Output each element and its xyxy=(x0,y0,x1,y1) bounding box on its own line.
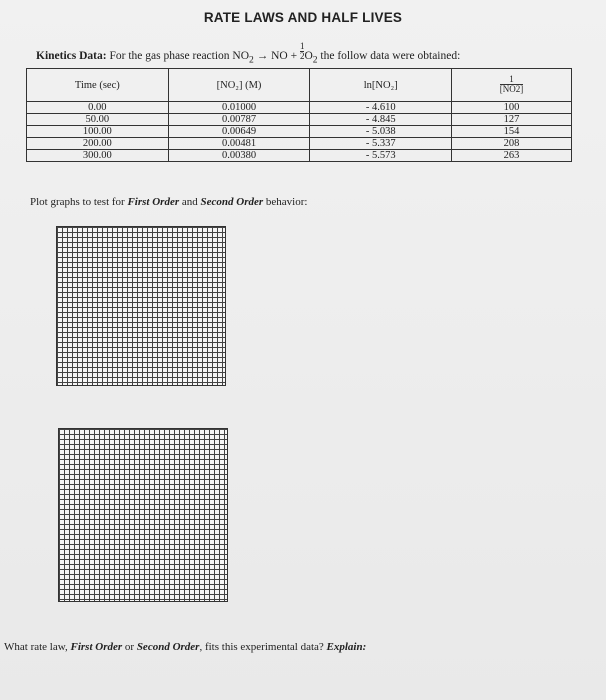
conc-cell: 0.00481 xyxy=(168,138,310,150)
ln-cell: - 5.337 xyxy=(310,138,452,150)
time-cell: 100.00 xyxy=(27,126,169,138)
page-title: RATE LAWS AND HALF LIVES xyxy=(203,10,403,25)
header-inverse-concentration xyxy=(452,69,572,102)
inverse-denominator: [NO2] xyxy=(499,84,524,94)
inv-cell: 154 xyxy=(452,126,572,138)
inverse-numerator: 1 xyxy=(500,75,524,85)
intro-text-before: For the gas phase reaction NO xyxy=(109,50,250,62)
conc-cell: 0.00649 xyxy=(168,126,310,138)
table-row xyxy=(27,150,572,162)
inv-cell: 100 xyxy=(452,102,572,114)
kinetics-intro xyxy=(36,42,596,65)
question-text: What rate law, xyxy=(4,641,71,653)
question-second-order: Second Order xyxy=(136,641,200,653)
header-concentration: [NO₂] (M) xyxy=(168,69,310,102)
fraction-denominator: 2 xyxy=(299,51,305,61)
time-cell: 50.00 xyxy=(27,114,169,126)
table-row xyxy=(27,138,572,150)
ln-cell: - 4.845 xyxy=(310,114,452,126)
time-cell: 0.00 xyxy=(27,102,169,114)
plot-prompt xyxy=(30,196,307,208)
time-cell: 300.00 xyxy=(27,150,169,162)
conc-cell: 0.01000 xyxy=(168,102,310,114)
question-explain: Explain: xyxy=(326,641,367,653)
question-or: or xyxy=(122,641,137,653)
time-cell: 200.00 xyxy=(27,138,169,150)
conc-cell: 0.00787 xyxy=(168,114,310,126)
ln-cell: - 5.038 xyxy=(310,126,452,138)
kinetics-label: Kinetics Data: xyxy=(36,50,107,62)
ln-cell: - 5.573 xyxy=(310,150,452,162)
intro-text-after: the follow data were obtained: xyxy=(317,50,461,62)
inv-cell: 127 xyxy=(452,114,572,126)
prompt-after: behavior: xyxy=(263,196,308,208)
graph-grid-second-order[interactable] xyxy=(58,428,228,602)
table-row xyxy=(27,126,572,138)
prompt-text: Plot graphs to test for xyxy=(30,196,128,208)
o2-subscript: 2 xyxy=(312,54,318,66)
prompt-and: and xyxy=(179,196,201,208)
header-time: Time (sec) xyxy=(27,69,169,102)
inverse-fraction xyxy=(500,75,524,94)
fraction-numerator: 1 xyxy=(299,41,305,51)
prompt-first-order: First Order xyxy=(127,196,180,208)
question-after: , fits this experimental data? xyxy=(199,641,327,653)
table-row xyxy=(27,102,572,114)
kinetics-data-table xyxy=(26,68,572,162)
table-row xyxy=(27,114,572,126)
graph-grid-first-order[interactable] xyxy=(56,226,226,386)
inv-cell: 263 xyxy=(452,150,572,162)
question-first-order: First Order xyxy=(70,641,123,653)
prompt-second-order: Second Order xyxy=(200,196,264,208)
conc-cell: 0.00380 xyxy=(168,150,310,162)
header-ln-concentration: ln[NO₂] xyxy=(310,69,452,102)
rate-law-question xyxy=(4,641,366,653)
o2-symbol: O xyxy=(304,50,313,62)
no2-subscript: 2 xyxy=(249,54,254,66)
inv-cell: 208 xyxy=(452,138,572,150)
ln-cell: - 4.610 xyxy=(310,102,452,114)
reaction-arrow: → NO + xyxy=(253,50,300,62)
